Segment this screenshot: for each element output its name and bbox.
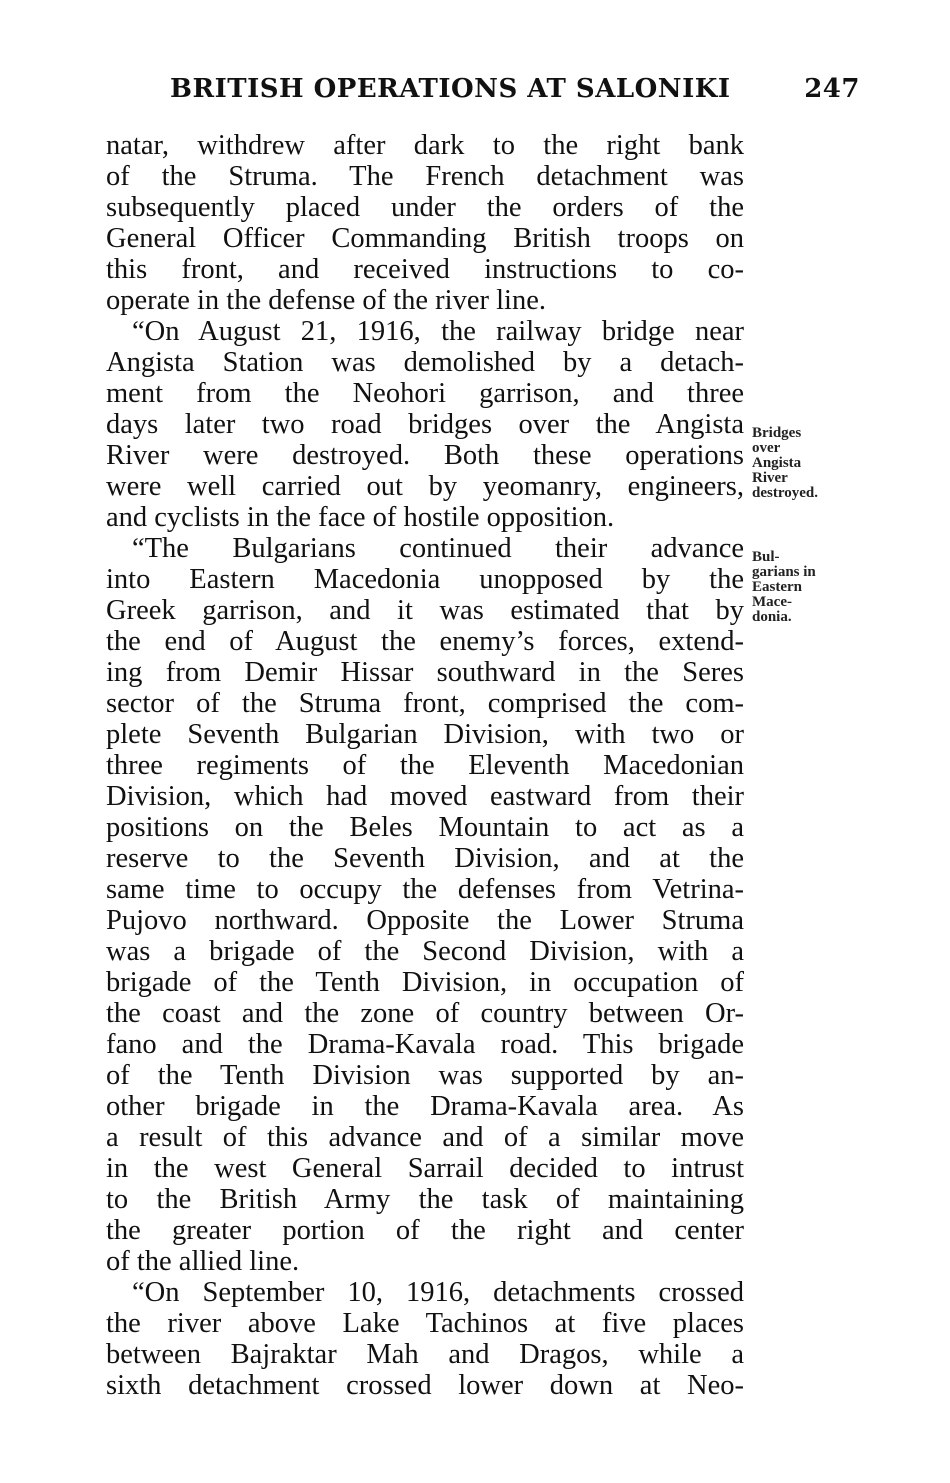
margin-note-line: Bul- [752, 549, 780, 565]
text-line: General Officer Commanding British troops on [106, 223, 744, 254]
text-line: “The Bulgarians continued their advance [132, 533, 744, 564]
text-line: this front, and received instructions to co- [106, 254, 744, 285]
margin-note-line: garians in [752, 564, 816, 580]
text-line: plete Seventh Bulgarian Division, with two or [106, 719, 744, 750]
text-line: River were destroyed. Both these operations [106, 440, 744, 471]
text-line: of the Struma. The French detachment was [106, 161, 744, 192]
text-line: three regiments of the Eleventh Macedonian [106, 750, 744, 781]
text-line: subsequently placed under the orders of the [106, 192, 744, 223]
margin-note-line: over [752, 440, 781, 456]
text-line: into Eastern Macedonia unopposed by the [106, 564, 744, 595]
text-line: were well carried out by yeomanry, engineers, [106, 471, 744, 502]
text-line: operate in the defense of the river line. [106, 285, 546, 316]
margin-note-line: Angista [752, 455, 802, 471]
text-line: the greater portion of the right and center [106, 1215, 744, 1246]
running-head-title: BRITISH OPERATIONS AT SALONIKI [170, 74, 731, 104]
text-line: other brigade in the Drama-Kavala area. As [106, 1091, 744, 1122]
text-line: ing from Demir Hissar southward in the Seres [106, 657, 744, 688]
margin-note-bridges [752, 426, 818, 501]
text-line: “On August 21, 1916, the railway bridge near [132, 316, 744, 347]
page-number: 247 [804, 74, 860, 104]
text-line: sixth detachment crossed lower down at Neo- [106, 1370, 744, 1401]
text-line: Division, which had moved eastward from their [106, 781, 744, 812]
text-line: was a brigade of the Second Division, with a [106, 936, 744, 967]
text-line: Greek garrison, and it was estimated that by [106, 595, 744, 626]
text-line: brigade of the Tenth Division, in occupation of [106, 967, 744, 998]
margin-note-line: Eastern [752, 579, 802, 595]
text-line: Pujovo northward. Opposite the Lower Struma [106, 905, 744, 936]
text-line: a result of this advance and of a similar move [106, 1122, 744, 1153]
margin-note-line: Bridges [752, 425, 802, 441]
text-line: positions on the Beles Mountain to act as a [106, 812, 744, 843]
text-line: between Bajraktar Mah and Dragos, while a [106, 1339, 744, 1370]
margin-note-line: Mace- [752, 594, 792, 610]
text-line: of the allied line. [106, 1246, 300, 1277]
body-text [106, 130, 744, 1401]
running-head [170, 74, 860, 108]
text-line: sector of the Struma front, comprised the com- [106, 688, 744, 719]
text-line: the river above Lake Tachinos at five places [106, 1308, 744, 1339]
text-line: in the west General Sarrail decided to intrust [106, 1153, 744, 1184]
text-line: the coast and the zone of country between Or- [106, 998, 744, 1029]
text-line: same time to occupy the defenses from Vetrina- [106, 874, 744, 905]
text-line: days later two road bridges over the Angista [106, 409, 744, 440]
text-line: of the Tenth Division was supported by an- [106, 1060, 744, 1091]
margin-note-line: destroyed. [752, 485, 818, 501]
text-line: ment from the Neohori garrison, and three [106, 378, 744, 409]
text-line: reserve to the Seventh Division, and at the [106, 843, 744, 874]
text-line: the end of August the enemy’s forces, extend- [106, 626, 744, 657]
margin-note-bulgarians [752, 550, 816, 625]
text-line: fano and the Drama-Kavala road. This brigade [106, 1029, 744, 1060]
margin-note-line: River [752, 470, 788, 486]
margin-note-line: donia. [752, 609, 792, 625]
text-line: Angista Station was demolished by a detach- [106, 347, 744, 378]
text-line: and cyclists in the face of hostile opposition. [106, 502, 615, 533]
text-line: natar, withdrew after dark to the right bank [106, 130, 744, 161]
text-line: to the British Army the task of maintaining [106, 1184, 744, 1215]
text-line: “On September 10, 1916, detachments crossed [132, 1277, 744, 1308]
